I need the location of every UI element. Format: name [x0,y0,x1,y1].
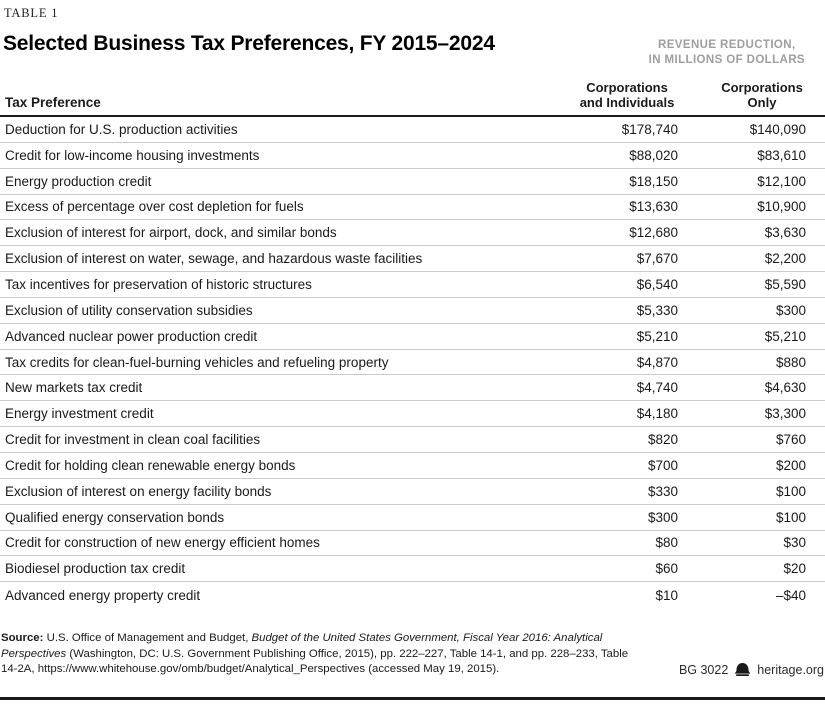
table-body [0,117,825,608]
tax-preference-cell: Exclusion of utility conservation subsidies [5,302,253,318]
corporations-and-individuals-value: $6,540 [636,276,678,292]
table-row [0,427,825,453]
corporations-and-individuals-value: $7,670 [636,251,678,267]
figure-footer [0,631,825,678]
tax-preference-cell: Exclusion of interest on water, sewage, and hazardous waste facilities [5,251,423,267]
table-row [0,582,825,608]
tax-preference-cell: Advanced nuclear power production credit [5,328,258,344]
column-header-corporations-and-individuals [576,80,678,110]
tax-preference-cell: Energy production credit [5,173,152,189]
page-title: Selected Business Tax Preferences, FY 2015–2024 [3,32,495,55]
tax-preference-cell: Energy investment credit [5,406,154,422]
corporations-only-value: $30 [783,535,806,551]
table-row [0,453,825,479]
tax-preference-cell: New markets tax credit [5,380,143,396]
corporations-only-value: $5,210 [764,328,806,344]
table-figure [0,6,825,704]
corporations-only-value: $200 [775,457,806,473]
table-row [0,505,825,531]
document-id: BG 3022 [678,662,729,677]
corporations-only-value: $3,300 [764,406,806,422]
tax-preference-cell: Biodiesel production tax credit [5,561,186,577]
corporations-only-value: $12,100 [757,173,806,189]
footer-branding [679,663,824,678]
corporations-only-value: $100 [775,509,806,525]
table-row [0,531,825,557]
table-row [0,324,825,350]
source-text: U.S. Office of Management and Budget, [43,632,252,645]
corporations-and-individuals-value: $13,630 [629,199,678,215]
table-label: TABLE 1 [4,6,59,20]
column-header-line: Corporations [586,80,668,95]
corporations-only-value: $3,630 [764,225,806,241]
table-row [0,556,825,582]
tax-preference-cell: Tax incentives for preservation of historic structures [5,276,312,292]
source-note [1,631,646,678]
tax-preference-cell: Advanced energy property credit [5,587,201,603]
corporations-and-individuals-value: $10 [655,587,678,603]
corporations-only-value: $880 [775,354,806,370]
table-row [0,479,825,505]
units-note-line1: REVENUE REDUCTION, [658,39,796,51]
liberty-bell-icon [735,663,750,676]
corporations-only-value: $2,200 [764,251,806,267]
corporations-and-individuals-value: $5,330 [636,302,678,318]
tax-preference-cell: Qualified energy conservation bonds [5,509,225,525]
corporations-and-individuals-value: $88,020 [629,147,678,163]
table-row [0,195,825,221]
corporations-only-value: –$40 [775,587,806,603]
tax-preference-cell: Excess of percentage over cost depletion for fuels [5,199,304,215]
figure-header [0,32,825,67]
corporations-and-individuals-value: $80 [655,535,678,551]
source-label: Source: [1,632,44,645]
column-header-line: Corporations [721,80,803,95]
table-row [0,117,825,143]
corporations-and-individuals-value: $300 [647,509,678,525]
corporations-only-value: $4,630 [764,380,806,396]
corporations-and-individuals-value: $4,870 [636,354,678,370]
tax-preference-cell: Deduction for U.S. production activities [5,121,238,137]
corporations-and-individuals-value: $60 [655,561,678,577]
table-row [0,169,825,195]
tax-preference-cell: Exclusion of interest on energy facility bonds [5,483,272,499]
corporations-and-individuals-value: $4,180 [636,406,678,422]
corporations-and-individuals-value: $4,740 [636,380,678,396]
table-row [0,143,825,169]
column-header-line: Only [747,95,777,110]
corporations-only-value: $20 [783,561,806,577]
corporations-only-value: $10,900 [757,199,806,215]
site-url: heritage.org [757,662,824,677]
table-header-row [0,80,825,117]
corporations-and-individuals-value: $178,740 [621,121,678,137]
table-row [0,220,825,246]
column-header-tax-preference: Tax Preference [5,95,101,110]
column-header-line: and Individuals [579,95,675,110]
table-row [0,298,825,324]
table-row [0,350,825,376]
tax-preference-cell: Tax credits for clean-fuel-burning vehicles and refueling property [5,354,389,370]
corporations-only-value: $5,590 [764,276,806,292]
units-note-line2: IN MILLIONS OF DOLLARS [648,53,805,66]
corporations-only-value: $300 [775,302,806,318]
tax-preference-cell: Credit for investment in clean coal facilities [5,432,261,448]
corporations-and-individuals-value: $330 [647,483,678,499]
corporations-only-value: $100 [775,483,806,499]
table-row [0,272,825,298]
corporations-only-value: $760 [775,432,806,448]
tax-preference-cell: Credit for holding clean renewable energy bonds [5,457,296,473]
tax-preference-cell: Credit for low-income housing investments [5,147,260,163]
table-row [0,375,825,401]
corporations-and-individuals-value: $5,210 [636,328,678,344]
tax-preference-cell: Credit for construction of new energy efficient homes [5,535,320,551]
source-publication-title: Budget of the United States Government, Fiscal Year 2016: Analytical Perspectives [1,632,603,660]
corporations-only-value: $140,090 [749,121,806,137]
column-header-corporations-only [678,80,806,110]
bottom-rule [0,697,825,700]
source-text: (Washington, DC: U.S. Government Publishing Office, 2015), pp. 222–227, Table 14-1, and pp. 228–233, Table 14-2A, https://www.whitehouse.gov/omb/budget/Analytical_Perspectives (accessed May 19, 2015). [1,647,629,676]
table-row [0,401,825,427]
units-note [649,38,805,67]
corporations-and-individuals-value: $820 [647,432,678,448]
table-row [0,246,825,272]
corporations-and-individuals-value: $18,150 [629,173,678,189]
corporations-only-value: $83,610 [757,147,806,163]
corporations-and-individuals-value: $12,680 [629,225,678,241]
tax-preference-cell: Exclusion of interest for airport, dock, and similar bonds [5,225,337,241]
corporations-and-individuals-value: $700 [647,457,678,473]
